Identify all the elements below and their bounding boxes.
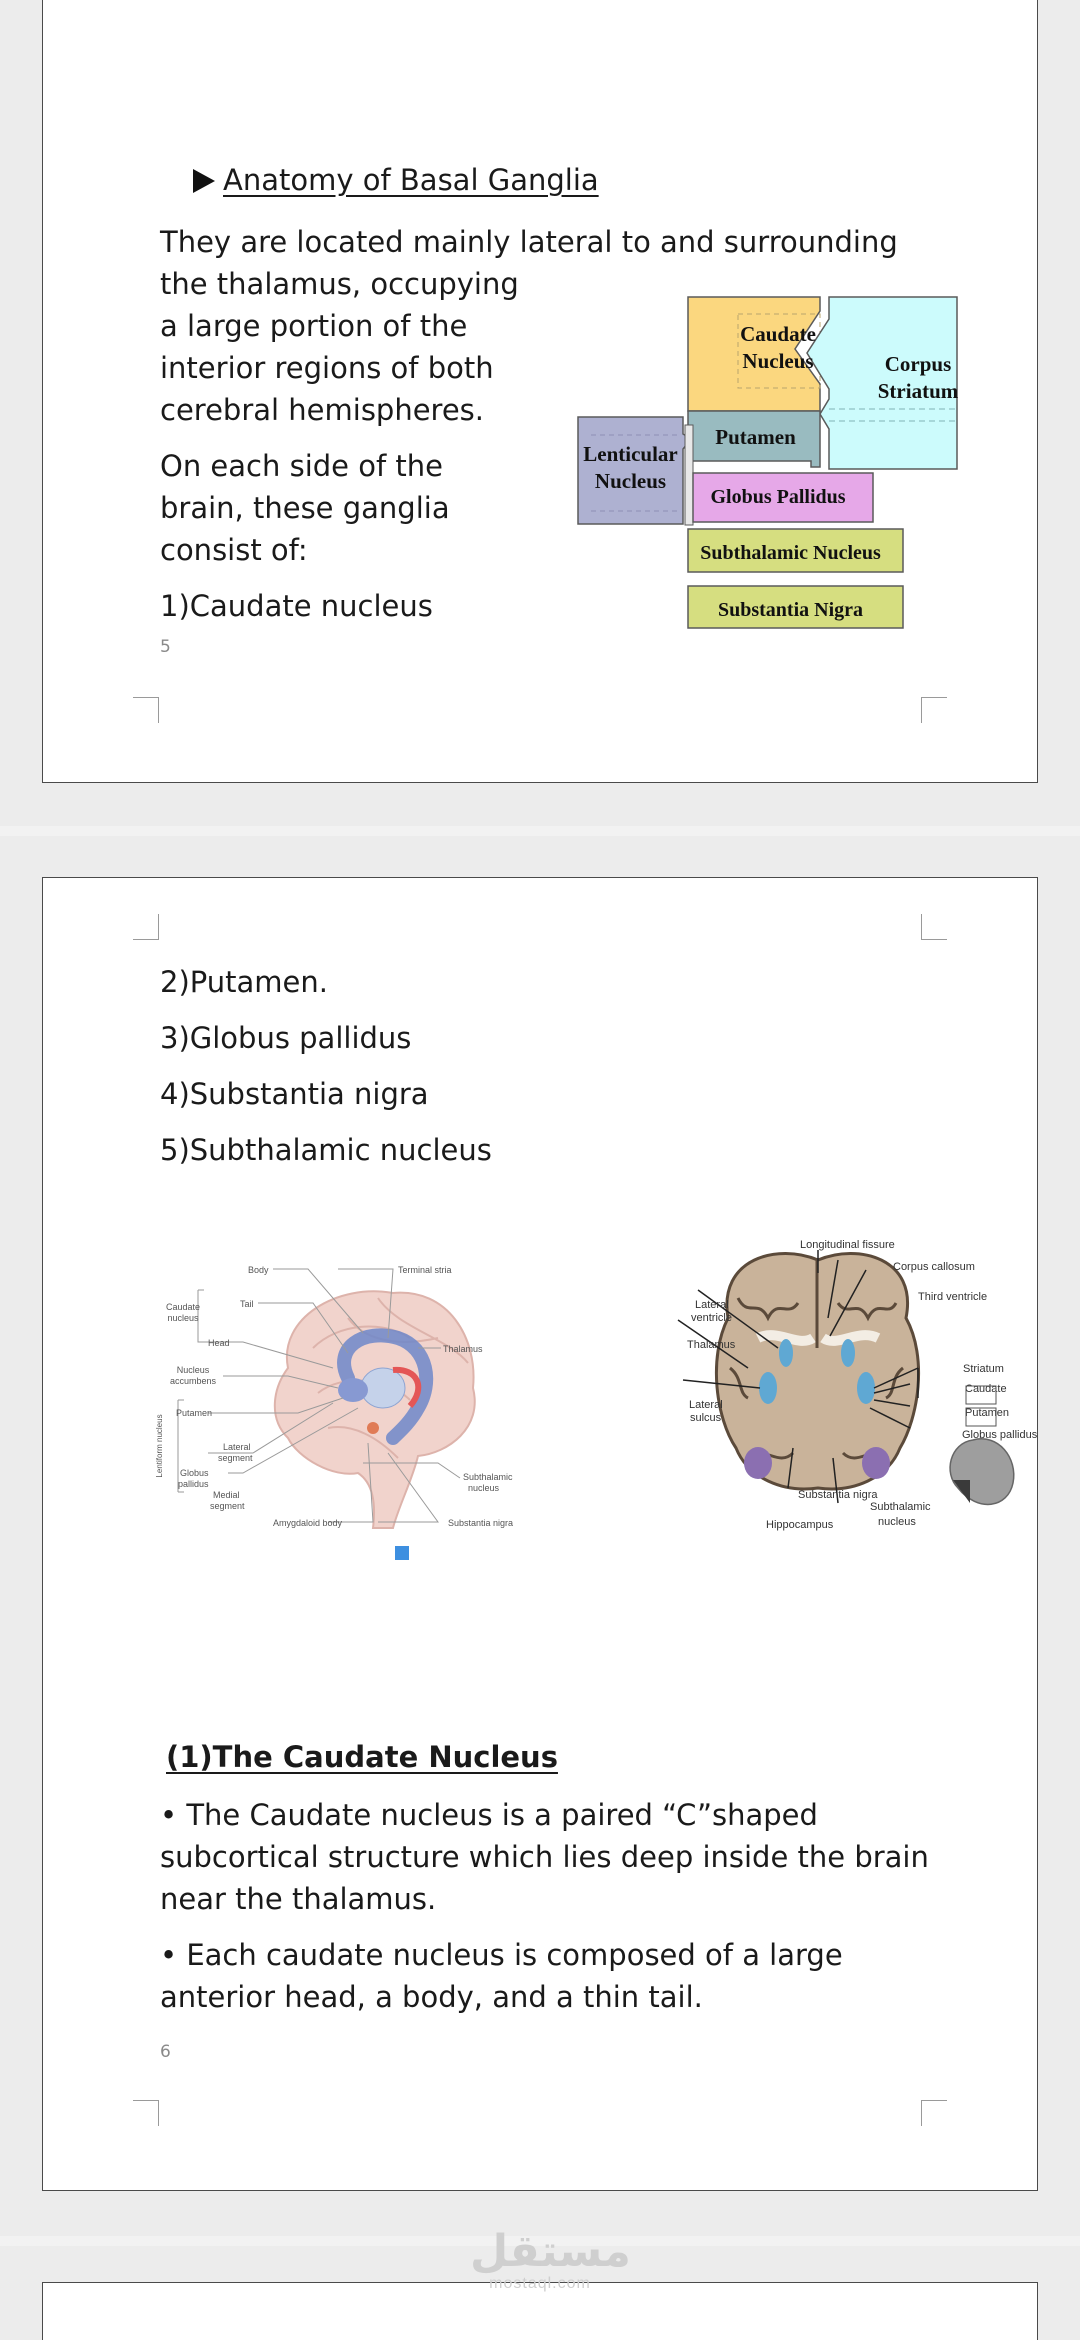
fig-label: Body — [248, 1265, 269, 1275]
fig-label: Globus — [180, 1468, 209, 1478]
fig-label: Thalamus — [443, 1344, 483, 1354]
paragraph-line: consist of: — [160, 533, 308, 567]
heading-text: Anatomy of Basal Ganglia — [223, 163, 599, 197]
coronal-section-figure — [638, 1218, 1038, 1558]
image-handle-icon — [395, 1546, 409, 1560]
fig-label: Putamen — [965, 1407, 1010, 1419]
fig-label: Substantia nigra — [448, 1518, 514, 1528]
fig-label: Substantia nigra — [798, 1489, 878, 1501]
list-item: 5)Subthalamic nucleus — [160, 1133, 492, 1167]
paragraph-line: brain, these ganglia — [160, 491, 450, 525]
arrow-bullet-icon — [193, 169, 215, 193]
fig-label: nucleus — [167, 1313, 199, 1323]
basal-ganglia-lateral-figure — [148, 1228, 518, 1568]
margin-corner-mark — [921, 914, 947, 940]
small-brain-shape — [950, 1439, 1014, 1505]
margin-corner-mark — [133, 2100, 159, 2126]
putamen-label: Putamen — [715, 425, 796, 449]
section-heading: (1)The Caudate Nucleus — [166, 1740, 558, 1774]
fig-label: Lateral — [689, 1399, 723, 1411]
bullet-line: near the thalamus. — [160, 1882, 437, 1916]
document-page-2 — [42, 877, 1038, 2191]
fig-label: Lateral — [695, 1299, 729, 1311]
bullet-line: • The Caudate nucleus is a paired “C”shaped — [160, 1798, 818, 1832]
margin-corner-mark — [133, 914, 159, 940]
subthalamic-label: Subthalamic Nucleus — [700, 542, 881, 564]
globus-pallidus-label: Globus Pallidus — [710, 486, 846, 508]
paragraph-line: interior regions of both — [160, 351, 494, 385]
lenticular-line-1: Lenticular — [583, 442, 678, 466]
section-heading — [193, 163, 599, 197]
watermark — [470, 2226, 631, 2292]
fig-label: Caudate — [965, 1383, 1007, 1395]
margin-corner-mark — [921, 2100, 947, 2126]
fig-label: Putamen — [176, 1408, 213, 1418]
fig-label: Globus pallidus — [962, 1429, 1038, 1441]
fig-label: Caudate — [165, 1302, 201, 1312]
fig-label: Lateral — [223, 1442, 251, 1452]
fig-label: Tail — [240, 1299, 254, 1309]
basal-ganglia-diagram — [533, 289, 973, 634]
fig-label: Longitudinal fissure — [800, 1239, 895, 1251]
bullet-line: anterior head, a body, and a thin tail. — [160, 1980, 703, 2014]
corpus-line-2: Striatum — [877, 379, 959, 404]
fig-label: Nucleus — [176, 1365, 210, 1375]
corpus-line-1: Corpus — [884, 352, 952, 376]
lenticular-line-2: Nucleus — [594, 469, 667, 494]
margin-corner-mark — [133, 697, 159, 723]
fig-label: Subthalamic — [463, 1472, 513, 1482]
fig-label: accumbens — [169, 1376, 217, 1386]
margin-corner-mark — [921, 697, 947, 723]
nigra-label: Substantia Nigra — [717, 599, 864, 621]
watermark-latin: mostaql.com — [489, 2275, 591, 2292]
paragraph-line: a large portion of the — [160, 309, 468, 343]
caudate-label — [723, 321, 833, 376]
page-gap — [0, 826, 1080, 836]
document-page-1 — [42, 0, 1038, 783]
fig-label: Corpus callosum — [893, 1261, 975, 1273]
fig-label: Amygdaloid body — [273, 1518, 343, 1528]
fig-label: sulcus — [690, 1412, 722, 1424]
fig-label: Striatum — [963, 1363, 1004, 1375]
fig-label: Hippocampus — [766, 1519, 834, 1531]
list-item: 3)Globus pallidus — [160, 1021, 412, 1055]
lenticular-label — [578, 441, 683, 496]
fig-label: pallidus — [178, 1479, 209, 1489]
page-number: 5 — [160, 637, 171, 657]
list-item: 2)Putamen. — [160, 965, 328, 999]
fig-label: nucleus — [468, 1483, 500, 1493]
fig-label: Lentiform nucleus — [155, 1414, 164, 1478]
fig-label: Terminal stria — [398, 1265, 452, 1275]
page-number: 6 — [160, 2042, 171, 2062]
paragraph-line: They are located mainly lateral to and surrounding — [160, 225, 898, 259]
fig-label: Third ventricle — [918, 1291, 988, 1303]
caudate-line-2: Nucleus — [742, 349, 814, 374]
paragraph-line: the thalamus, occupying — [160, 267, 519, 301]
watermark-arabic: مستقل — [470, 2226, 631, 2277]
fig-label: Subthalamic — [870, 1501, 931, 1513]
list-item: 1)Caudate nucleus — [160, 589, 433, 623]
bullet-line: subcortical structure which lies deep inside the brain — [160, 1840, 929, 1874]
list-item: 4)Substantia nigra — [160, 1077, 429, 1111]
paragraph-line: cerebral hemispheres. — [160, 393, 485, 427]
caudate-line-1: Caudate — [740, 322, 816, 346]
paragraph-line: On each side of the — [160, 449, 443, 483]
fig-label: segment — [218, 1453, 253, 1463]
fig-label: Medial — [213, 1490, 240, 1500]
fig-label: Head — [208, 1338, 230, 1348]
fig-label: ventricle — [691, 1312, 732, 1324]
bullet-line: • Each caudate nucleus is composed of a large — [160, 1938, 843, 1972]
fig-label: segment — [210, 1501, 245, 1511]
corpus-striatum-label — [873, 351, 963, 406]
fig-label: nucleus — [878, 1516, 916, 1528]
fig-label: Thalamus — [687, 1339, 736, 1351]
